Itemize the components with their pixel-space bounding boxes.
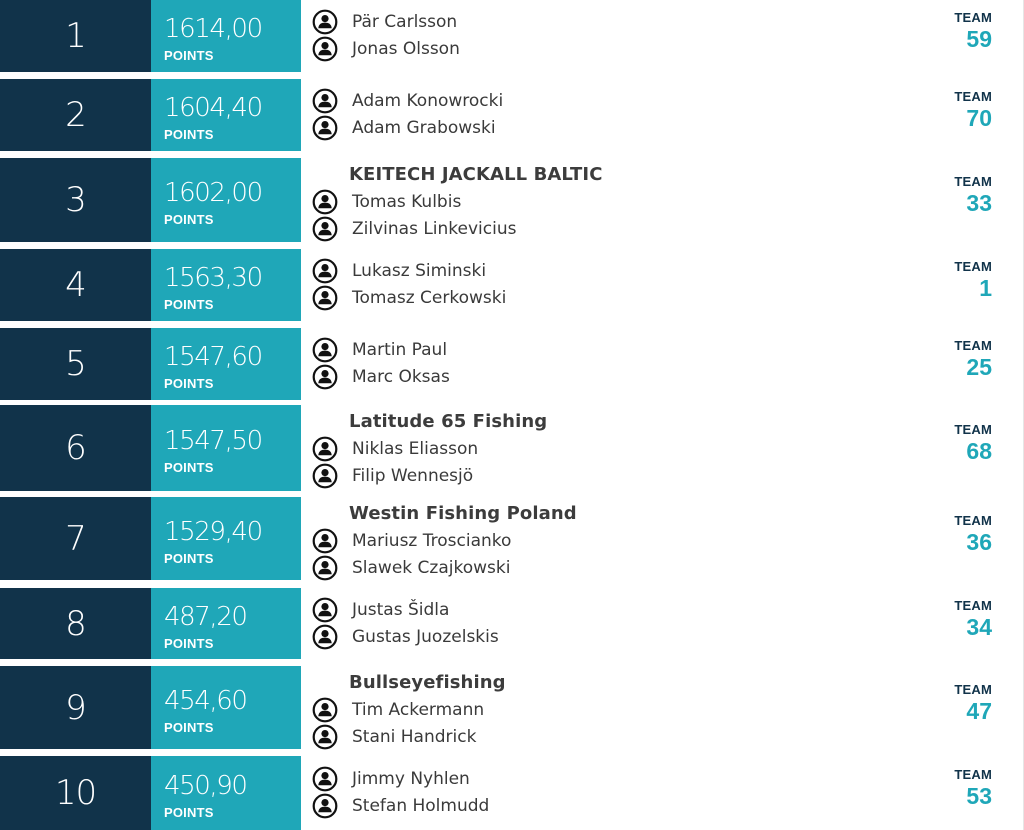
team-member bbox=[312, 555, 510, 581]
team-number: 59 bbox=[966, 26, 992, 52]
team-member bbox=[312, 766, 470, 792]
points-label: POINTS bbox=[164, 297, 214, 312]
points-cell bbox=[151, 328, 301, 400]
team-number: 1 bbox=[979, 275, 992, 301]
person-circle-icon bbox=[312, 624, 338, 650]
member-name: Marc Oksas bbox=[352, 367, 450, 387]
rank-number: 8 bbox=[65, 603, 86, 644]
points-label: POINTS bbox=[164, 376, 214, 391]
leaderboard-row bbox=[0, 497, 1024, 580]
team-number-block bbox=[954, 259, 992, 302]
person-circle-icon bbox=[312, 258, 338, 284]
leaderboard-row bbox=[0, 0, 1024, 72]
rank-cell bbox=[0, 79, 151, 151]
team-member bbox=[312, 597, 449, 623]
points-cell bbox=[151, 0, 301, 72]
points-cell bbox=[151, 405, 301, 491]
team-member bbox=[312, 9, 457, 35]
member-name: Adam Grabowski bbox=[352, 118, 496, 138]
rank-number: 4 bbox=[65, 265, 86, 305]
member-name: Niklas Eliasson bbox=[352, 439, 479, 459]
person-circle-icon bbox=[312, 528, 338, 554]
team-label: TEAM bbox=[954, 89, 992, 104]
team-member bbox=[312, 528, 511, 554]
team-member bbox=[312, 115, 496, 141]
rank-cell bbox=[0, 666, 151, 749]
person-circle-icon bbox=[312, 555, 338, 581]
person-circle-icon bbox=[312, 189, 338, 215]
points-value: 1563,30 bbox=[164, 263, 262, 293]
team-number-block bbox=[954, 767, 992, 810]
leaderboard-row bbox=[0, 79, 1024, 151]
rank-number: 1 bbox=[65, 16, 86, 56]
points-cell bbox=[151, 158, 301, 242]
points-value: 454,60 bbox=[164, 686, 247, 716]
member-name: Martin Paul bbox=[352, 340, 448, 360]
member-name: Jimmy Nyhlen bbox=[352, 769, 470, 789]
person-circle-icon bbox=[312, 337, 338, 363]
rank-number: 7 bbox=[65, 518, 86, 559]
rank-cell bbox=[0, 497, 151, 580]
team-number-block bbox=[954, 682, 992, 725]
team-number: 68 bbox=[966, 438, 992, 464]
member-name: Tomas Kulbis bbox=[352, 192, 462, 212]
team-number-block bbox=[954, 10, 992, 53]
person-circle-icon bbox=[312, 766, 338, 792]
person-circle-icon bbox=[312, 793, 338, 819]
team-member bbox=[312, 285, 506, 311]
rank-number: 9 bbox=[65, 687, 86, 728]
team-member bbox=[312, 364, 450, 390]
rank-cell bbox=[0, 158, 151, 242]
points-cell bbox=[151, 666, 301, 749]
member-name: Zilvinas Linkevicius bbox=[352, 219, 517, 239]
team-name: KEITECH JACKALL BALTIC bbox=[349, 164, 603, 185]
points-value: 1614,00 bbox=[164, 14, 262, 44]
member-name: Tomasz Cerkowski bbox=[352, 288, 507, 308]
points-label: POINTS bbox=[164, 551, 214, 566]
points-value: 487,20 bbox=[164, 602, 247, 632]
team-member bbox=[312, 463, 473, 489]
team-number: 25 bbox=[966, 354, 992, 380]
points-label: POINTS bbox=[164, 720, 214, 735]
points-value: 1547,50 bbox=[164, 426, 262, 456]
points-cell bbox=[151, 756, 301, 830]
points-label: POINTS bbox=[164, 636, 214, 651]
points-label: POINTS bbox=[164, 48, 214, 63]
rank-number: 10 bbox=[54, 773, 97, 813]
leaderboard-row bbox=[0, 666, 1024, 749]
team-label: TEAM bbox=[954, 338, 992, 353]
team-name: Bullseyefishing bbox=[349, 672, 506, 693]
team-label: TEAM bbox=[954, 174, 992, 189]
member-name: Jonas Olsson bbox=[352, 39, 460, 59]
person-circle-icon bbox=[312, 724, 338, 750]
rank-cell bbox=[0, 588, 151, 659]
points-value: 450,90 bbox=[164, 771, 247, 801]
team-number-block bbox=[954, 422, 992, 465]
leaderboard-row bbox=[0, 328, 1024, 400]
member-name: Slawek Czajkowski bbox=[352, 558, 511, 578]
person-circle-icon bbox=[312, 697, 338, 723]
points-value: 1529,40 bbox=[164, 517, 262, 547]
team-member bbox=[312, 189, 461, 215]
member-name: Lukasz Siminski bbox=[352, 261, 487, 281]
points-value: 1604,40 bbox=[164, 93, 262, 123]
leaderboard-row bbox=[0, 405, 1024, 491]
points-value: 1602,00 bbox=[164, 178, 262, 208]
person-circle-icon bbox=[312, 9, 338, 35]
rank-cell bbox=[0, 328, 151, 400]
member-name: Adam Konowrocki bbox=[352, 91, 504, 111]
person-circle-icon bbox=[312, 285, 338, 311]
team-label: TEAM bbox=[954, 259, 992, 274]
team-number-block bbox=[954, 174, 992, 217]
rank-number: 6 bbox=[65, 428, 86, 468]
rank-cell bbox=[0, 249, 151, 321]
member-name: Stani Handrick bbox=[352, 727, 477, 747]
person-circle-icon bbox=[312, 36, 338, 62]
points-label: POINTS bbox=[164, 805, 214, 820]
person-circle-icon bbox=[312, 436, 338, 462]
team-member bbox=[312, 216, 516, 242]
points-label: POINTS bbox=[164, 460, 214, 475]
team-label: TEAM bbox=[954, 598, 992, 613]
team-label: TEAM bbox=[954, 422, 992, 437]
rank-cell bbox=[0, 0, 151, 72]
rank-cell bbox=[0, 405, 151, 491]
team-number: 47 bbox=[966, 698, 992, 724]
team-number: 36 bbox=[966, 529, 992, 555]
person-circle-icon bbox=[312, 115, 338, 141]
person-circle-icon bbox=[312, 463, 338, 489]
team-number: 34 bbox=[966, 614, 992, 640]
team-member bbox=[312, 697, 484, 723]
points-cell bbox=[151, 79, 301, 151]
team-label: TEAM bbox=[954, 513, 992, 528]
rank-number: 3 bbox=[65, 180, 86, 220]
member-name: Stefan Holmudd bbox=[352, 796, 490, 816]
leaderboard-row bbox=[0, 588, 1024, 659]
member-name: Gustas Juozelskis bbox=[352, 627, 499, 647]
leaderboard-row bbox=[0, 249, 1024, 321]
person-circle-icon bbox=[312, 597, 338, 623]
leaderboard-row bbox=[0, 158, 1024, 242]
team-member bbox=[312, 337, 447, 363]
team-member bbox=[312, 88, 503, 114]
points-label: POINTS bbox=[164, 127, 214, 142]
team-name: Latitude 65 Fishing bbox=[349, 411, 548, 432]
team-number: 33 bbox=[966, 190, 992, 216]
team-name: Westin Fishing Poland bbox=[349, 503, 577, 524]
team-number-block bbox=[954, 598, 992, 641]
member-name: Justas Šidla bbox=[352, 600, 450, 620]
points-value: 1547,60 bbox=[164, 342, 262, 372]
team-number: 70 bbox=[966, 105, 992, 131]
team-member bbox=[312, 258, 486, 284]
points-label: POINTS bbox=[164, 212, 214, 227]
team-number-block bbox=[954, 89, 992, 132]
person-circle-icon bbox=[312, 88, 338, 114]
member-name: Filip Wennesjö bbox=[352, 466, 474, 486]
team-number: 53 bbox=[966, 783, 992, 809]
member-name: Mariusz Troscianko bbox=[352, 531, 512, 551]
team-member bbox=[312, 436, 478, 462]
team-member bbox=[312, 724, 476, 750]
team-number-block bbox=[954, 338, 992, 381]
team-label: TEAM bbox=[954, 682, 992, 697]
member-name: Pär Carlsson bbox=[352, 12, 458, 32]
person-circle-icon bbox=[312, 364, 338, 390]
person-circle-icon bbox=[312, 216, 338, 242]
team-number-block bbox=[954, 513, 992, 556]
points-cell bbox=[151, 588, 301, 659]
rank-cell bbox=[0, 756, 151, 830]
rank-number: 2 bbox=[65, 95, 86, 135]
team-member bbox=[312, 624, 499, 650]
member-name: Tim Ackermann bbox=[352, 700, 485, 720]
team-label: TEAM bbox=[954, 10, 992, 25]
points-cell bbox=[151, 249, 301, 321]
leaderboard-row bbox=[0, 756, 1024, 830]
team-member bbox=[312, 793, 489, 819]
team-label: TEAM bbox=[954, 767, 992, 782]
rank-number: 5 bbox=[65, 344, 86, 384]
points-cell bbox=[151, 497, 301, 580]
team-member bbox=[312, 36, 460, 62]
